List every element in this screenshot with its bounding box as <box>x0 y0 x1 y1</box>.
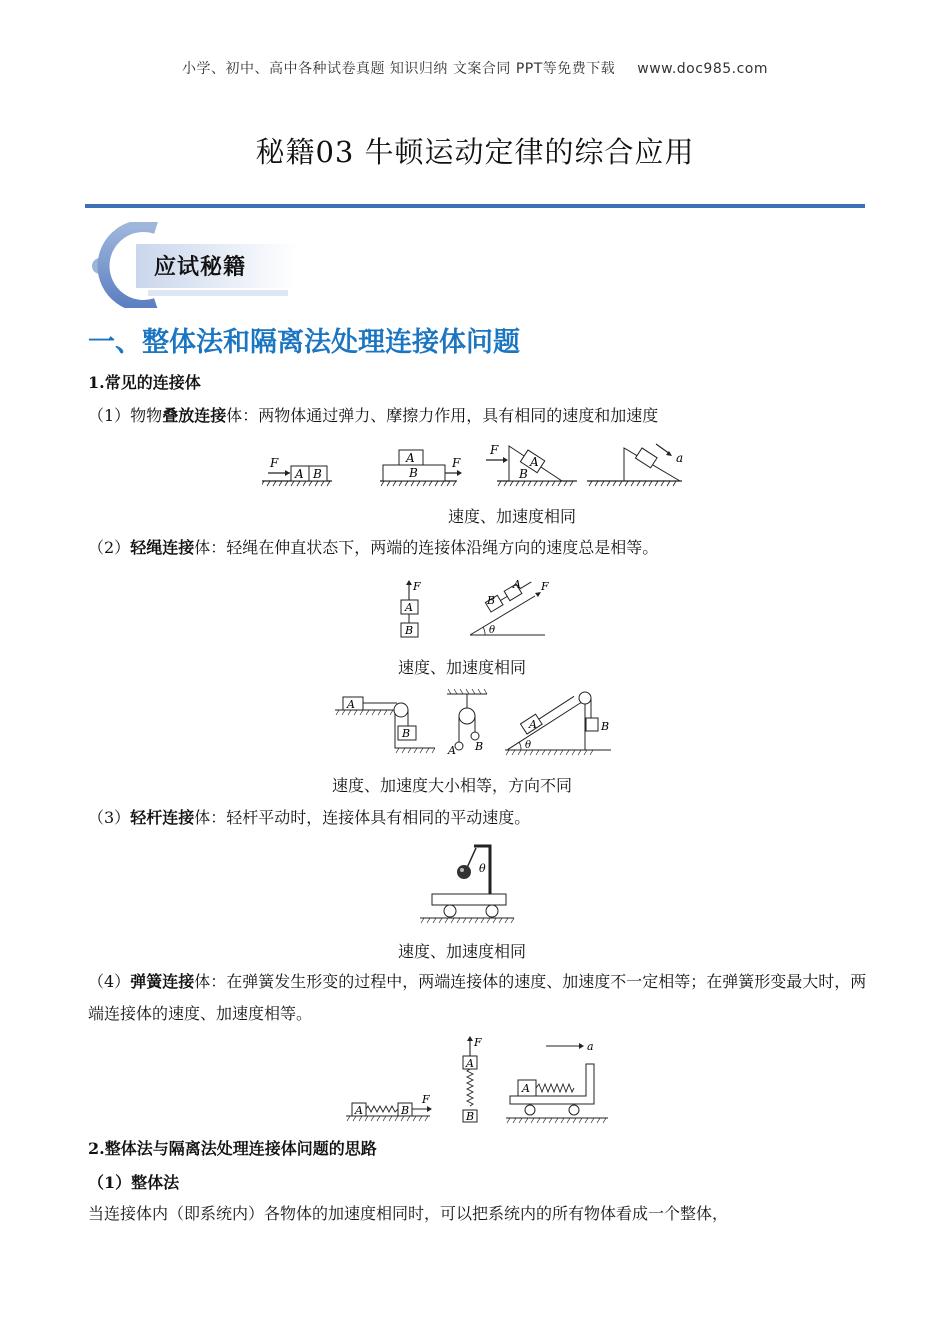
item-spring: （4）弹簧连接体：在弹簧发生形变的过程中，两端连接体的速度、加速度不一定相等；在弹簧形变最大时，两端连接体的速度、加速度相等。 <box>88 972 867 1023</box>
figure-springs <box>346 1034 616 1124</box>
diagram-spring-vertical <box>463 1036 482 1123</box>
paragraph-whole-method: 当连接体内（即系统内）各物体的加速度相同时，可以把系统内的所有物体看成一个整体， <box>88 1204 729 1223</box>
diagram-spring-cart <box>506 1040 608 1123</box>
figure-stacked-blocks <box>262 440 692 492</box>
svg-text:θ: θ <box>525 740 532 751</box>
svg-text:B: B <box>402 727 411 740</box>
page-title: 秘籍03 牛顿运动定律的综合应用 <box>255 135 695 169</box>
svg-text:A: A <box>347 698 355 711</box>
svg-text:F: F <box>541 580 549 593</box>
svg-text:B: B <box>487 594 496 607</box>
section-heading: 一、整体法和隔离法处理连接体问题 <box>88 327 520 358</box>
caption-stacked: 速度、加速度相同 <box>448 507 577 526</box>
diagram-side-by-side <box>268 456 327 481</box>
subheading-method: 2.整体法与隔离法处理连接体问题的思路 <box>88 1139 377 1158</box>
svg-text:A: A <box>406 451 415 465</box>
svg-text:B: B <box>409 466 418 480</box>
diagram-incline-pulley <box>505 691 611 755</box>
diagram-wedge-push <box>486 443 562 481</box>
title-divider <box>85 204 865 208</box>
svg-text:F: F <box>270 456 279 470</box>
diagram-table-pulley <box>335 697 435 753</box>
svg-text:θ: θ <box>479 862 486 875</box>
svg-text:A: A <box>355 1104 363 1117</box>
svg-text:B: B <box>313 467 322 481</box>
diagram-spring-horizontal <box>346 1093 432 1121</box>
item-rod: （3）轻杆连接体：轻杆平动时，连接体具有相同的平动速度。 <box>88 808 531 827</box>
diagram-a-on-b <box>383 450 462 481</box>
header-url[interactable]: www.doc985.com <box>637 61 769 77</box>
svg-text:A: A <box>295 467 304 481</box>
page-header <box>0 58 950 78</box>
svg-text:B: B <box>475 740 484 753</box>
svg-text:A: A <box>405 601 413 614</box>
svg-text:F: F <box>474 1036 482 1049</box>
svg-text:F: F <box>413 580 421 593</box>
subheading-whole-method: （1）整体法 <box>88 1173 180 1192</box>
caption-rod: 速度、加速度相同 <box>398 942 527 961</box>
diagram-rope-vertical <box>401 580 421 637</box>
svg-text:B: B <box>401 1104 410 1117</box>
header-text: 小学、初中、高中各种试卷真题 知识归纳 文案合同 PPT等免费下载 <box>181 61 616 77</box>
figure-rod-cart <box>418 838 518 926</box>
subheading-common-connectors: 1.常见的连接体 <box>88 373 201 392</box>
diagram-rope-incline <box>470 577 549 636</box>
svg-text:θ: θ <box>489 625 496 636</box>
svg-text:B: B <box>601 720 610 733</box>
figure-rope-linked <box>395 576 555 640</box>
caption-rope-direction: 速度、加速度大小相等，方向不同 <box>332 776 573 795</box>
svg-text:a: a <box>587 1040 594 1053</box>
svg-text:F: F <box>490 443 499 457</box>
svg-text:A: A <box>513 578 521 591</box>
banner-label: 应试秘籍 <box>154 255 247 280</box>
svg-text:F: F <box>422 1093 430 1106</box>
svg-text:a: a <box>676 451 684 465</box>
svg-text:A: A <box>448 744 456 757</box>
svg-text:B: B <box>466 1110 475 1123</box>
svg-text:B: B <box>405 624 414 637</box>
svg-text:A: A <box>466 1057 474 1070</box>
svg-text:A: A <box>530 455 539 469</box>
svg-text:A: A <box>529 718 537 731</box>
svg-text:F: F <box>452 456 461 470</box>
diagram-wedge-accel <box>624 444 683 481</box>
caption-rope-same: 速度、加速度相同 <box>398 658 527 677</box>
item-rope: （2）轻绳连接体：轻绳在伸直状态下，两端的连接体沿绳方向的速度总是相等。 <box>88 538 659 557</box>
diagram-hanging-pulley <box>447 689 487 757</box>
svg-text:B: B <box>519 467 528 481</box>
item-stacked: （1）物物叠放连接体：两物体通过弹力、摩擦力作用，具有相同的速度和加速度 <box>88 406 659 425</box>
figure-pulleys <box>335 688 620 760</box>
svg-text:A: A <box>522 1082 530 1095</box>
